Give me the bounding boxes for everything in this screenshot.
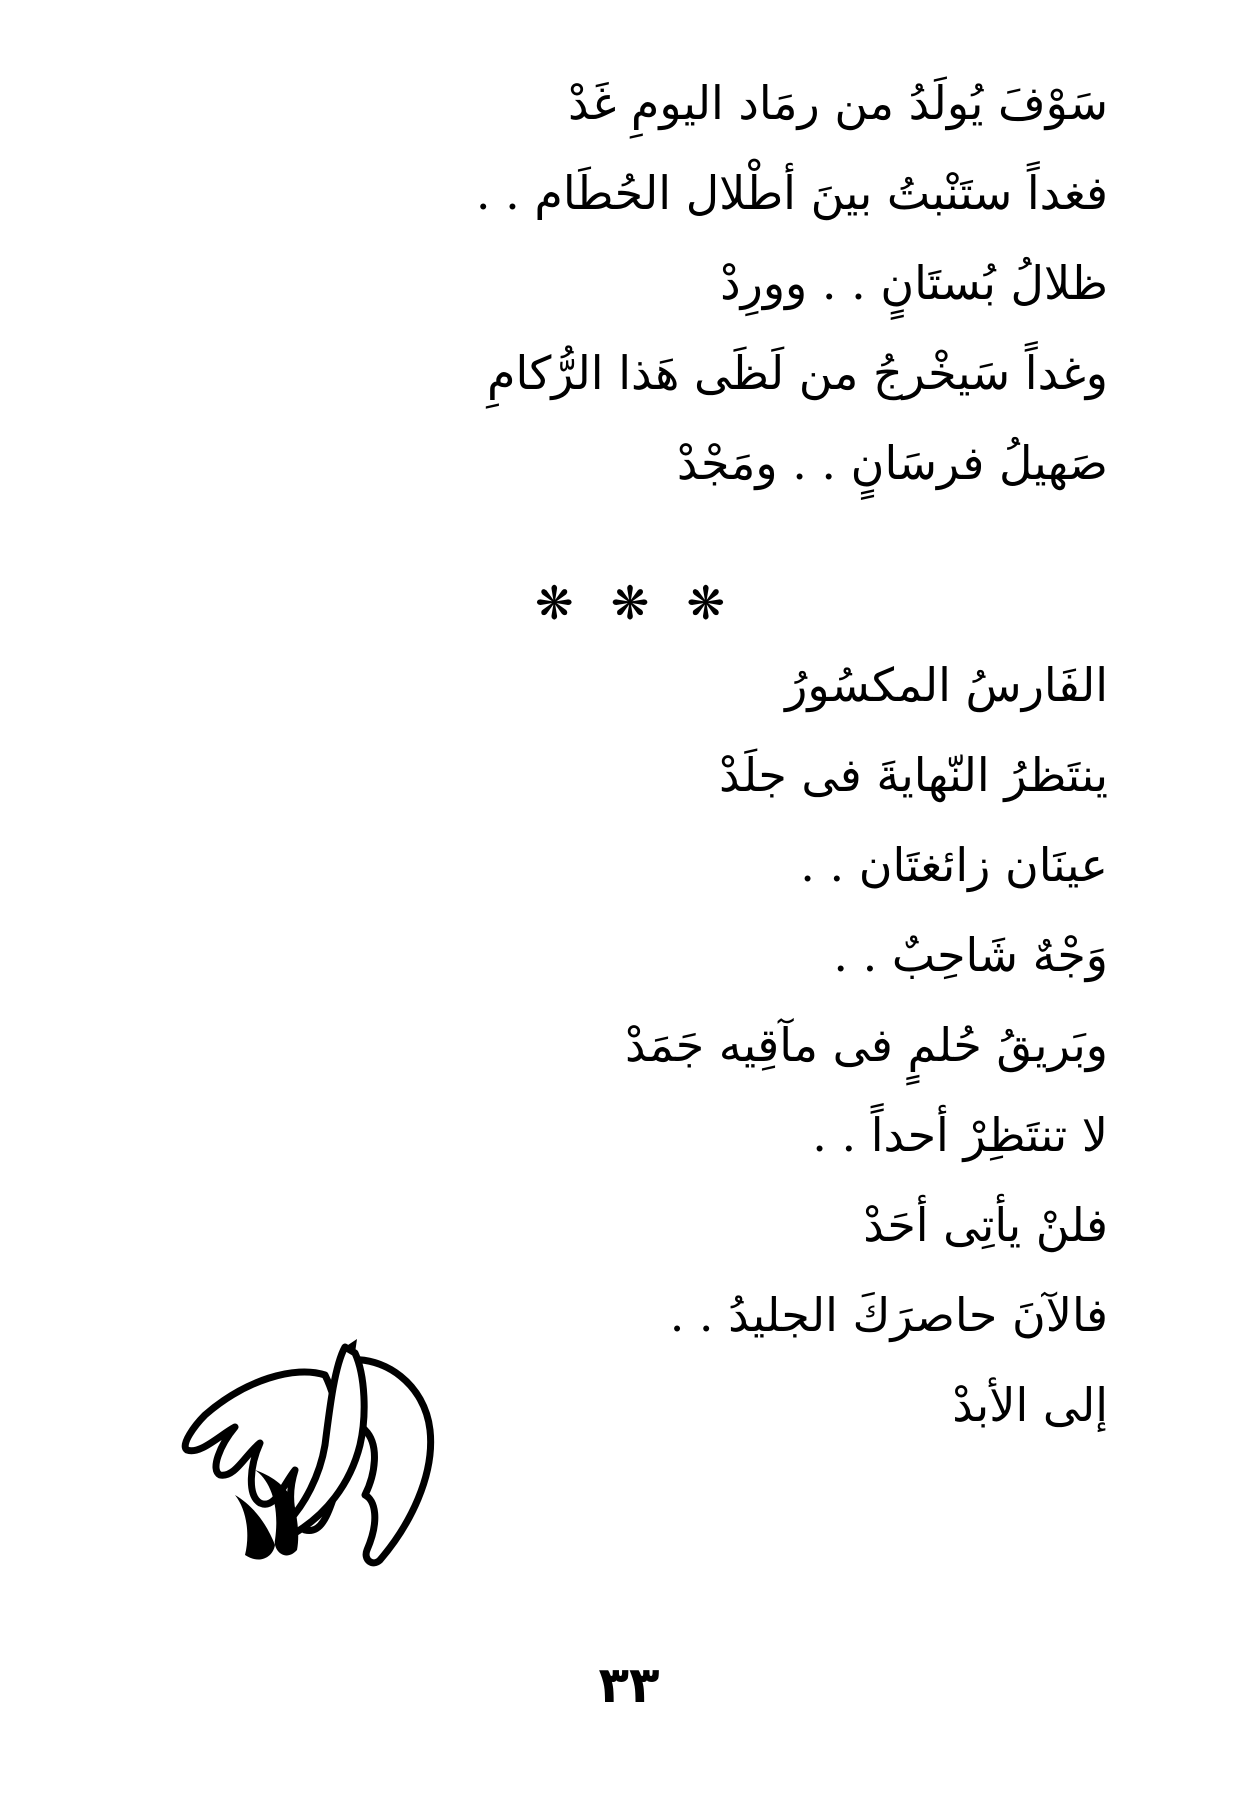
verse-line: وبَريقُ حُلمٍ فى مآقِيه جَمَدْ xyxy=(624,1018,1108,1072)
stanza-separator xyxy=(535,576,725,630)
verse-line: فلنْ يأتِى أحَدْ xyxy=(863,1198,1108,1252)
verse-line: الفَارسُ المكسُورُ xyxy=(785,658,1108,712)
verse-line: عينَان زائغتَان . . xyxy=(800,838,1108,892)
verse-line: سَوْفَ يُولَدُ من رمَاد اليومِ غَدْ xyxy=(568,76,1108,130)
verse-line: إلى الأبدْ xyxy=(952,1378,1108,1432)
asterism-mark: ❋ xyxy=(535,576,574,630)
verse-line: ينتَظرُ النّهايةَ فى جلَدْ xyxy=(718,748,1108,802)
verse-line: وغداً سَيخْرجُ من لَظَى هَذا الرُّكامِ xyxy=(487,346,1108,400)
asterism-mark: ❋ xyxy=(686,576,725,630)
verse-line: فالآنَ حاصرَكَ الجليدُ . . xyxy=(669,1288,1108,1342)
verse-line: فغداً ستَنْبتُ بينَ أطْلال الحُطَام . . xyxy=(475,166,1108,220)
asterism-mark: ❋ xyxy=(610,576,650,630)
verse-line: ظلالُ بُستَانٍ . . وورِدْ xyxy=(720,256,1108,310)
verse-line: وَجْهٌ شَاحِبٌ . . xyxy=(833,928,1108,982)
page-number: ٣٣ xyxy=(598,1656,660,1714)
hands-bird-icon xyxy=(175,1335,475,1575)
verse-line: صَهيلُ فرسَانٍ . . ومَجْدْ xyxy=(676,436,1108,490)
verse-line: لا تنتَظِرْ أحداً . . xyxy=(812,1108,1108,1162)
